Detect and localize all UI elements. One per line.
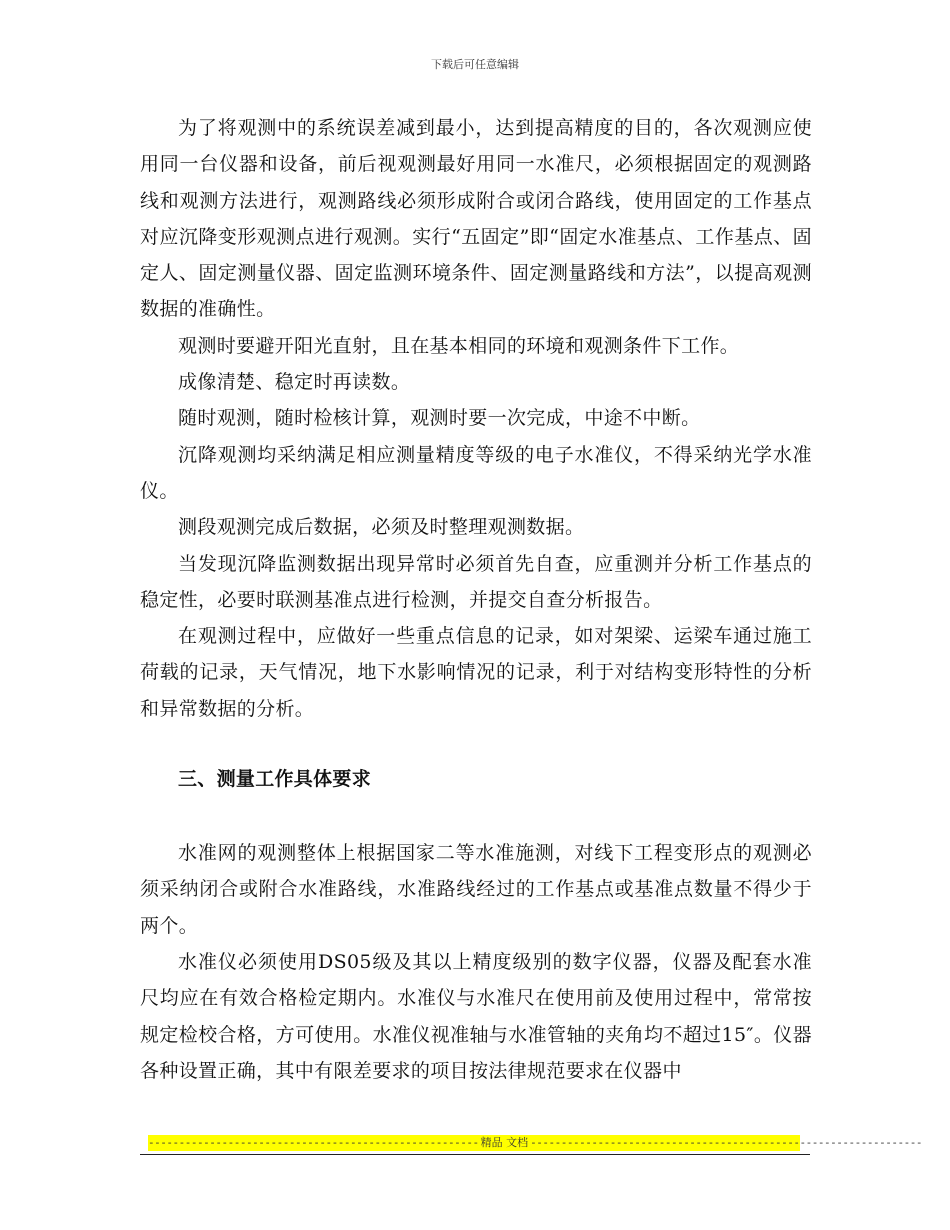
paragraph: 水准仪必须使用DS05级及其以上精度级别的数字仪器，仪器及配套水准尺均应在有效合格检定期内。水准仪与水准尺在使用前及使用过程中，常常按规定检校合格，方可使用。水准仪视准轴与水准管轴的夹角均不超过15″。仪器各种设置正确，其中有限差要求的项目按法律规范要求在仪器中 — [140, 950, 812, 1082]
paragraph: 水准网的观测整体上根据国家二等水准施测，对线下工程变形点的观测必须采纳闭合或附合水准路线，水准路线经过的工作基点或基准点数量不得少于两个。 — [140, 842, 812, 937]
paragraph: 测段观测完成后数据，必须及时整理观测数据。 — [178, 516, 585, 539]
document-body — [140, 110, 812, 1089]
footer-dashes-right: ---------------------------------------------------------------- — [530, 1136, 922, 1149]
footer-dashes-left: ------------------------------------------------------ — [148, 1136, 479, 1149]
footer-label: 精品 文档 — [480, 1136, 529, 1149]
paragraph: 为了将观测中的系统误差减到最小，达到提高精度的目的，各次观测应使用同一台仪器和设备，前后视观测最好用同一水准尺，必须根据固定的观测路线和观测方法进行，观测路线必须形成附合或闭合路线，使用固定的工作基点对应沉降变形观测点进行观测。实行“五固定”即“固定水准基点、工作基点、固定人、固定测量仪器、固定监测环境条件、固定测量路线和方法”，以提高观测数据的准确性。 — [140, 117, 812, 321]
paragraph: 随时观测，随时检核计算，观测时要一次完成，中途不中断。 — [178, 407, 701, 430]
paragraph: 观测时要避开阳光直射，且在基本相同的环境和观测条件下工作。 — [178, 334, 740, 357]
paragraph: 当发现沉降监测数据出现异常时必须首先自查，应重测并分析工作基点的稳定性，必要时联测基准点进行检测，并提交自查分析报告。 — [140, 552, 812, 611]
page-header-note: 下载后可任意编辑 — [431, 58, 519, 71]
footer-banner — [148, 1135, 922, 1151]
paragraph: 成像清楚、稳定时再读数。 — [178, 371, 411, 394]
footer-divider — [140, 1154, 810, 1155]
paragraph: 在观测过程中，应做好一些重点信息的记录，如对架梁、运梁车通过施工荷载的记录，天气情况，地下水影响情况的记录，利于对结构变形特性的分析和异常数据的分析。 — [140, 625, 812, 720]
section-heading: 三、测量工作具体要求 — [178, 768, 372, 791]
paragraph: 沉降观测均采纳满足相应测量精度等级的电子水准仪，不得采纳光学水准仪。 — [140, 443, 812, 502]
